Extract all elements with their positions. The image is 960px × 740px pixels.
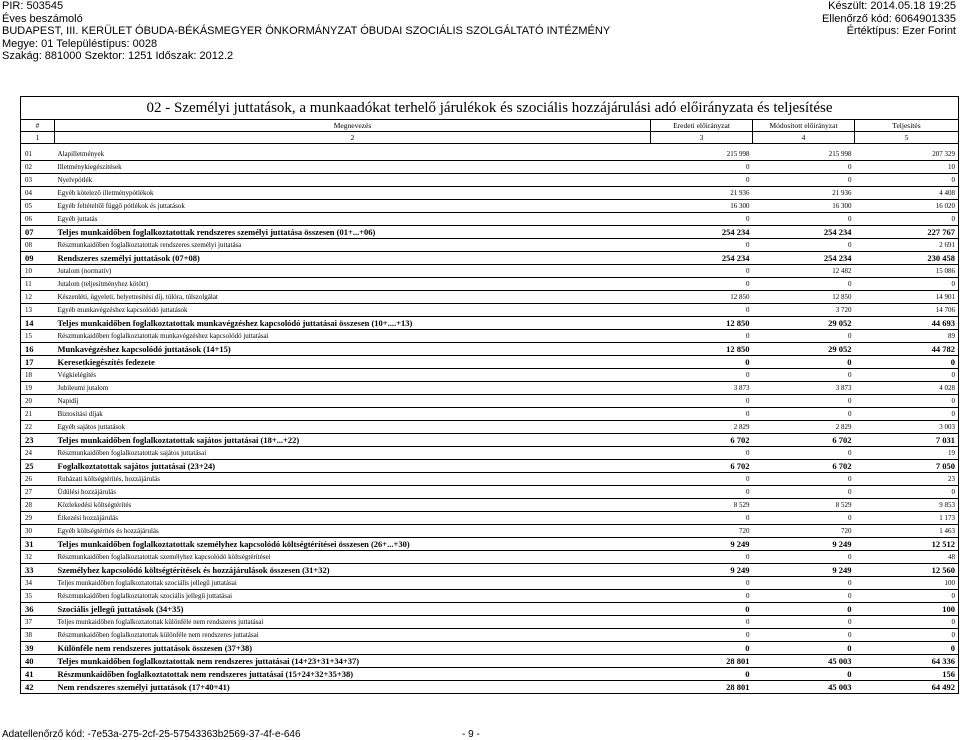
row-original: 0 <box>651 278 753 291</box>
row-original: 254 234 <box>651 226 753 239</box>
row-completion: 89 <box>855 330 959 343</box>
row-original: 0 <box>651 356 753 369</box>
row-name: Teljes munkaidőben foglalkoztatottak különféle nem rendszeres juttatásai <box>55 616 651 629</box>
row-completion: 23 <box>855 473 959 486</box>
col-header-number: # <box>21 120 55 132</box>
row-name: Egyéb kötelező illetménypótlékok <box>55 187 651 200</box>
row-original: 0 <box>651 629 753 642</box>
row-original: 0 <box>651 577 753 590</box>
row-original: 12 850 <box>651 317 753 330</box>
table-row <box>21 616 959 629</box>
row-name: Munkavégzéshez kapcsolódó juttatások (14+15) <box>55 343 651 356</box>
row-name: Jubileumi jutalom <box>55 382 651 395</box>
table-row <box>21 473 959 486</box>
row-modified: 254 234 <box>753 252 855 265</box>
row-name: Egyéb juttatás <box>55 213 651 226</box>
row-completion: 0 <box>855 486 959 499</box>
table-row <box>21 369 959 382</box>
row-original: 720 <box>651 525 753 538</box>
row-number: 09 <box>21 252 55 265</box>
row-number: 18 <box>21 369 55 382</box>
row-original: 8 529 <box>651 499 753 512</box>
row-number: 32 <box>21 551 55 564</box>
table-row <box>21 460 959 473</box>
row-original: 254 234 <box>651 252 753 265</box>
table-row <box>21 577 959 590</box>
institution-name: BUDAPEST, III. KERÜLET ÓBUDA-BÉKÁSMEGYER ÖNKORMÁNYZAT ÓBUDAI SZOCIÁLIS SZOLGÁLTATÓ INTÉZMÉNY <box>2 25 611 37</box>
row-name: Teljes munkaidőben foglalkoztatottak szociális jellegű juttatásai <box>55 577 651 590</box>
row-number: 27 <box>21 486 55 499</box>
table-row <box>21 278 959 291</box>
table-row <box>21 148 959 161</box>
row-number: 08 <box>21 239 55 252</box>
row-name: Egyéb feltételtől függő pótlékok és juttatások <box>55 200 651 213</box>
row-name: Közlekedési költségtérítés <box>55 499 651 512</box>
row-completion: 230 458 <box>855 252 959 265</box>
row-modified: 0 <box>753 551 855 564</box>
row-modified: 45 003 <box>753 681 855 694</box>
row-modified: 0 <box>753 174 855 187</box>
row-original: 2 829 <box>651 421 753 434</box>
row-modified: 0 <box>753 590 855 603</box>
row-completion: 0 <box>855 356 959 369</box>
row-number: 12 <box>21 291 55 304</box>
row-name: Részmunkaidőben foglalkoztatottak nem rendszeres juttatásai (15+24+32+35+38) <box>55 668 651 681</box>
row-modified: 8 529 <box>753 499 855 512</box>
row-number: 26 <box>21 473 55 486</box>
table-title-row <box>21 97 959 120</box>
row-number: 13 <box>21 304 55 317</box>
row-original: 0 <box>651 395 753 408</box>
row-completion: 15 086 <box>855 265 959 278</box>
row-completion: 64 336 <box>855 655 959 668</box>
row-number: 16 <box>21 343 55 356</box>
page-number: - 9 - <box>462 729 480 740</box>
col-header-completion: Teljesítés <box>855 120 959 132</box>
row-completion: 64 492 <box>855 681 959 694</box>
table-row <box>21 486 959 499</box>
row-name: Részmunkaidőben foglalkoztatottak rendszeres személyi juttatása <box>55 239 651 252</box>
row-completion: 14 901 <box>855 291 959 304</box>
table-row <box>21 382 959 395</box>
row-original: 0 <box>651 161 753 174</box>
row-modified: 0 <box>753 603 855 616</box>
row-number: 17 <box>21 356 55 369</box>
row-original: 0 <box>651 486 753 499</box>
row-completion: 0 <box>855 213 959 226</box>
row-name: Nem rendszeres személyi juttatások (17+40+41) <box>55 681 651 694</box>
row-name: Foglalkoztatottak sajátos juttatásai (23+24) <box>55 460 651 473</box>
row-number: 35 <box>21 590 55 603</box>
row-number: 06 <box>21 213 55 226</box>
row-completion: 156 <box>855 668 959 681</box>
col-number: 5 <box>855 132 959 144</box>
row-name: Személyhez kapcsolódó költségtérítések és hozzájárulások összesen (31+32) <box>55 564 651 577</box>
row-modified: 2 829 <box>753 421 855 434</box>
row-completion: 207 329 <box>855 148 959 161</box>
table-row <box>21 330 959 343</box>
row-modified: 3 873 <box>753 382 855 395</box>
row-number: 03 <box>21 174 55 187</box>
row-original: 0 <box>651 668 753 681</box>
table-row <box>21 343 959 356</box>
row-modified: 0 <box>753 512 855 525</box>
row-name: Egyéb sajátos juttatások <box>55 421 651 434</box>
row-original: 6 702 <box>651 434 753 447</box>
table-row <box>21 668 959 681</box>
row-number: 20 <box>21 395 55 408</box>
row-name: Egyéb munkavégzéshez kapcsolódó juttatások <box>55 304 651 317</box>
table-header-row <box>21 120 959 132</box>
row-modified: 0 <box>753 278 855 291</box>
row-number: 39 <box>21 642 55 655</box>
row-modified: 9 249 <box>753 538 855 551</box>
row-name: Jutalom (teljesítményhez kötött) <box>55 278 651 291</box>
table-row <box>21 447 959 460</box>
row-name: Illetménykiegészítések <box>55 161 651 174</box>
row-number: 28 <box>21 499 55 512</box>
row-original: 0 <box>651 512 753 525</box>
table-row <box>21 642 959 655</box>
row-original: 0 <box>651 616 753 629</box>
table-row <box>21 356 959 369</box>
row-modified: 9 249 <box>753 564 855 577</box>
table-row <box>21 603 959 616</box>
row-original: 12 850 <box>651 343 753 356</box>
row-completion: 2 691 <box>855 239 959 252</box>
row-completion: 14 706 <box>855 304 959 317</box>
row-name: Egyéb költségtérítés és hozzájárulás <box>55 525 651 538</box>
row-original: 0 <box>651 473 753 486</box>
row-completion: 1 463 <box>855 525 959 538</box>
row-name: Részmunkaidőben foglalkoztatottak sajátos juttatásai <box>55 447 651 460</box>
row-modified: 0 <box>753 395 855 408</box>
table-row <box>21 395 959 408</box>
table-row <box>21 317 959 330</box>
row-name: Napidíj <box>55 395 651 408</box>
row-number: 42 <box>21 681 55 694</box>
row-number: 31 <box>21 538 55 551</box>
col-header-modified: Módosított előirányzat <box>753 120 855 132</box>
row-completion: 7 050 <box>855 460 959 473</box>
row-number: 36 <box>21 603 55 616</box>
table-row <box>21 408 959 421</box>
row-name: Alapilletmények <box>55 148 651 161</box>
row-name: Különféle nem rendszeres juttatások összesen (37+38) <box>55 642 651 655</box>
row-name: Biztosítási díjak <box>55 408 651 421</box>
col-header-original: Eredeti előirányzat <box>651 120 753 132</box>
row-number: 11 <box>21 278 55 291</box>
table-row <box>21 499 959 512</box>
table-row <box>21 252 959 265</box>
row-modified: 0 <box>753 369 855 382</box>
row-number: 25 <box>21 460 55 473</box>
row-number: 37 <box>21 616 55 629</box>
table-row <box>21 174 959 187</box>
pir-id: PIR: 503545 <box>2 0 64 12</box>
row-modified: 16 300 <box>753 200 855 213</box>
row-number: 01 <box>21 148 55 161</box>
row-number: 19 <box>21 382 55 395</box>
table-row <box>21 538 959 551</box>
row-number: 29 <box>21 512 55 525</box>
row-name: Részmunkaidőben foglalkoztatottak személyhez kapcsolódó költségtérítései <box>55 551 651 564</box>
row-name: Teljes munkaidőben foglalkoztatottak munkavégzéshez kapcsolódó juttatásai összesen (10+....+13) <box>55 317 651 330</box>
row-completion: 227 767 <box>855 226 959 239</box>
row-original: 0 <box>651 590 753 603</box>
row-original: 12 850 <box>651 291 753 304</box>
row-number: 14 <box>21 317 55 330</box>
row-original: 0 <box>651 213 753 226</box>
row-number: 38 <box>21 629 55 642</box>
control-code: Ellenőrző kód: 6064901335 <box>822 12 956 25</box>
row-name: Teljes munkaidőben foglalkoztatottak rendszeres személyi juttatása összesen (01+...+06) <box>55 226 651 239</box>
row-modified: 0 <box>753 486 855 499</box>
row-modified: 21 936 <box>753 187 855 200</box>
table-row <box>21 629 959 642</box>
row-original: 215 998 <box>651 148 753 161</box>
row-modified: 45 003 <box>753 655 855 668</box>
created-at: Készült: 2014.05.18 19:25 <box>828 0 956 12</box>
row-completion: 19 <box>855 447 959 460</box>
row-name: Teljes munkaidőben foglalkoztatottak sajátos juttatásai (18+...+22) <box>55 434 651 447</box>
row-number: 40 <box>21 655 55 668</box>
row-completion: 3 003 <box>855 421 959 434</box>
row-completion: 44 782 <box>855 343 959 356</box>
col-number: 3 <box>651 132 753 144</box>
report-header-right <box>822 0 956 38</box>
table-row <box>21 590 959 603</box>
row-number: 23 <box>21 434 55 447</box>
table-row <box>21 551 959 564</box>
row-name: Teljes munkaidőben foglalkoztatottak személyhez kapcsolódó költségtérítései összesen (26+...+30) <box>55 538 651 551</box>
row-original: 0 <box>651 174 753 187</box>
row-original: 6 702 <box>651 460 753 473</box>
row-name: Üdülési hozzájárulás <box>55 486 651 499</box>
row-modified: 6 702 <box>753 460 855 473</box>
row-original: 0 <box>651 239 753 252</box>
table-row <box>21 525 959 538</box>
row-completion: 0 <box>855 590 959 603</box>
row-name: Részmunkaidőben foglalkoztatottak különféle nem rendszeres juttatásai <box>55 629 651 642</box>
row-number: 10 <box>21 265 55 278</box>
table-row <box>21 187 959 200</box>
row-number: 15 <box>21 330 55 343</box>
row-name: Részmunkaidőben foglalkoztatottak szociális jellegű juttatásai <box>55 590 651 603</box>
county-info: Megye: 01 Településtípus: 0028 <box>2 37 158 50</box>
row-number: 24 <box>21 447 55 460</box>
report-type: Éves beszámoló <box>2 12 83 25</box>
row-modified: 0 <box>753 629 855 642</box>
row-modified: 0 <box>753 447 855 460</box>
sector-info: Szakág: 881000 Szektor: 1251 Időszak: 2012.2 <box>2 50 234 62</box>
row-completion: 0 <box>855 408 959 421</box>
report-header-left <box>2 0 610 63</box>
row-name: Végkielégítés <box>55 369 651 382</box>
row-modified: 12 482 <box>753 265 855 278</box>
row-completion: 0 <box>855 278 959 291</box>
row-number: 22 <box>21 421 55 434</box>
row-original: 28 801 <box>651 655 753 668</box>
row-completion: 12 512 <box>855 538 959 551</box>
row-completion: 1 173 <box>855 512 959 525</box>
row-original: 0 <box>651 603 753 616</box>
row-completion: 44 693 <box>855 317 959 330</box>
row-completion: 0 <box>855 642 959 655</box>
row-original: 0 <box>651 551 753 564</box>
row-original: 28 801 <box>651 681 753 694</box>
row-modified: 0 <box>753 616 855 629</box>
row-original: 0 <box>651 330 753 343</box>
table-row <box>21 200 959 213</box>
row-original: 21 936 <box>651 187 753 200</box>
table-row <box>21 239 959 252</box>
table-row <box>21 265 959 278</box>
col-header-name: Megnevezés <box>55 120 651 132</box>
row-modified: 254 234 <box>753 226 855 239</box>
row-original: 16 300 <box>651 200 753 213</box>
row-completion: 0 <box>855 395 959 408</box>
row-completion: 9 853 <box>855 499 959 512</box>
row-modified: 0 <box>753 577 855 590</box>
row-number: 04 <box>21 187 55 200</box>
row-modified: 215 998 <box>753 148 855 161</box>
row-name: Nyelvpótlék <box>55 174 651 187</box>
row-completion: 0 <box>855 369 959 382</box>
table-title: 02 - Személyi juttatások, a munkaadókat terhelő járulékok és szociális hozzájárulási adó előirányzata és teljesítése <box>21 97 959 120</box>
row-completion: 16 020 <box>855 200 959 213</box>
table-row <box>21 512 959 525</box>
row-completion: 100 <box>855 577 959 590</box>
row-name: Teljes munkaidőben foglalkoztatottak nem rendszeres juttatásai (14+23+31+34+37) <box>55 655 651 668</box>
row-modified: 720 <box>753 525 855 538</box>
table-row <box>21 291 959 304</box>
row-completion: 12 560 <box>855 564 959 577</box>
row-original: 0 <box>651 369 753 382</box>
row-modified: 0 <box>753 213 855 226</box>
table-row <box>21 226 959 239</box>
row-name: Keresetkiegészítés fedezete <box>55 356 651 369</box>
col-number: 1 <box>21 132 55 144</box>
row-number: 07 <box>21 226 55 239</box>
row-modified: 0 <box>753 239 855 252</box>
row-number: 33 <box>21 564 55 577</box>
row-name: Jutalom (normatív) <box>55 265 651 278</box>
row-original: 0 <box>651 304 753 317</box>
row-modified: 0 <box>753 668 855 681</box>
row-name: Részmunkaidőben foglalkoztatottak munkavégzéshez kapcsolódó juttatásai <box>55 330 651 343</box>
table-row <box>21 434 959 447</box>
row-completion: 4 408 <box>855 187 959 200</box>
row-number: 30 <box>21 525 55 538</box>
table-row <box>21 421 959 434</box>
personnel-benefits-table <box>20 96 959 694</box>
table-row <box>21 213 959 226</box>
row-modified: 29 052 <box>753 343 855 356</box>
row-name: Étkezési hozzájárulás <box>55 512 651 525</box>
table-row <box>21 304 959 317</box>
row-name: Szociális jellegű juttatások (34+35) <box>55 603 651 616</box>
row-number: 34 <box>21 577 55 590</box>
row-completion: 7 031 <box>855 434 959 447</box>
table-row <box>21 161 959 174</box>
table-row <box>21 681 959 694</box>
row-modified: 0 <box>753 408 855 421</box>
row-original: 0 <box>651 642 753 655</box>
row-original: 3 873 <box>651 382 753 395</box>
row-original: 0 <box>651 265 753 278</box>
row-name: Rendszeres személyi juttatások (07+08) <box>55 252 651 265</box>
row-modified: 0 <box>753 356 855 369</box>
row-modified: 12 850 <box>753 291 855 304</box>
row-completion: 48 <box>855 551 959 564</box>
row-number: 05 <box>21 200 55 213</box>
col-number: 4 <box>753 132 855 144</box>
row-original: 9 249 <box>651 564 753 577</box>
row-number: 21 <box>21 408 55 421</box>
data-check-code: Adatellenőrző kód: -7e53a-275-2cf-25-57543363b2569-37-4f-e-646 <box>2 729 301 740</box>
table-row <box>21 655 959 668</box>
row-original: 9 249 <box>651 538 753 551</box>
col-number: 2 <box>55 132 651 144</box>
row-number: 02 <box>21 161 55 174</box>
row-modified: 6 702 <box>753 434 855 447</box>
row-completion: 100 <box>855 603 959 616</box>
row-modified: 0 <box>753 161 855 174</box>
row-completion: 0 <box>855 174 959 187</box>
row-name: Ruházati költségtérítés, hozzájárulás <box>55 473 651 486</box>
row-name: Készenléti, ügyeleti, helyettesítési díj, túlóra, túlszolgálat <box>55 291 651 304</box>
row-modified: 29 052 <box>753 317 855 330</box>
value-type: Értéktípus: Ezer Forint <box>846 25 956 37</box>
row-original: 0 <box>651 408 753 421</box>
row-original: 0 <box>651 447 753 460</box>
row-modified: 0 <box>753 330 855 343</box>
column-number-row <box>21 132 959 144</box>
row-completion: 0 <box>855 616 959 629</box>
row-modified: 0 <box>753 473 855 486</box>
row-completion: 0 <box>855 629 959 642</box>
row-number: 41 <box>21 668 55 681</box>
row-completion: 10 <box>855 161 959 174</box>
table-row <box>21 564 959 577</box>
row-modified: 3 720 <box>753 304 855 317</box>
row-completion: 4 028 <box>855 382 959 395</box>
row-modified: 0 <box>753 642 855 655</box>
